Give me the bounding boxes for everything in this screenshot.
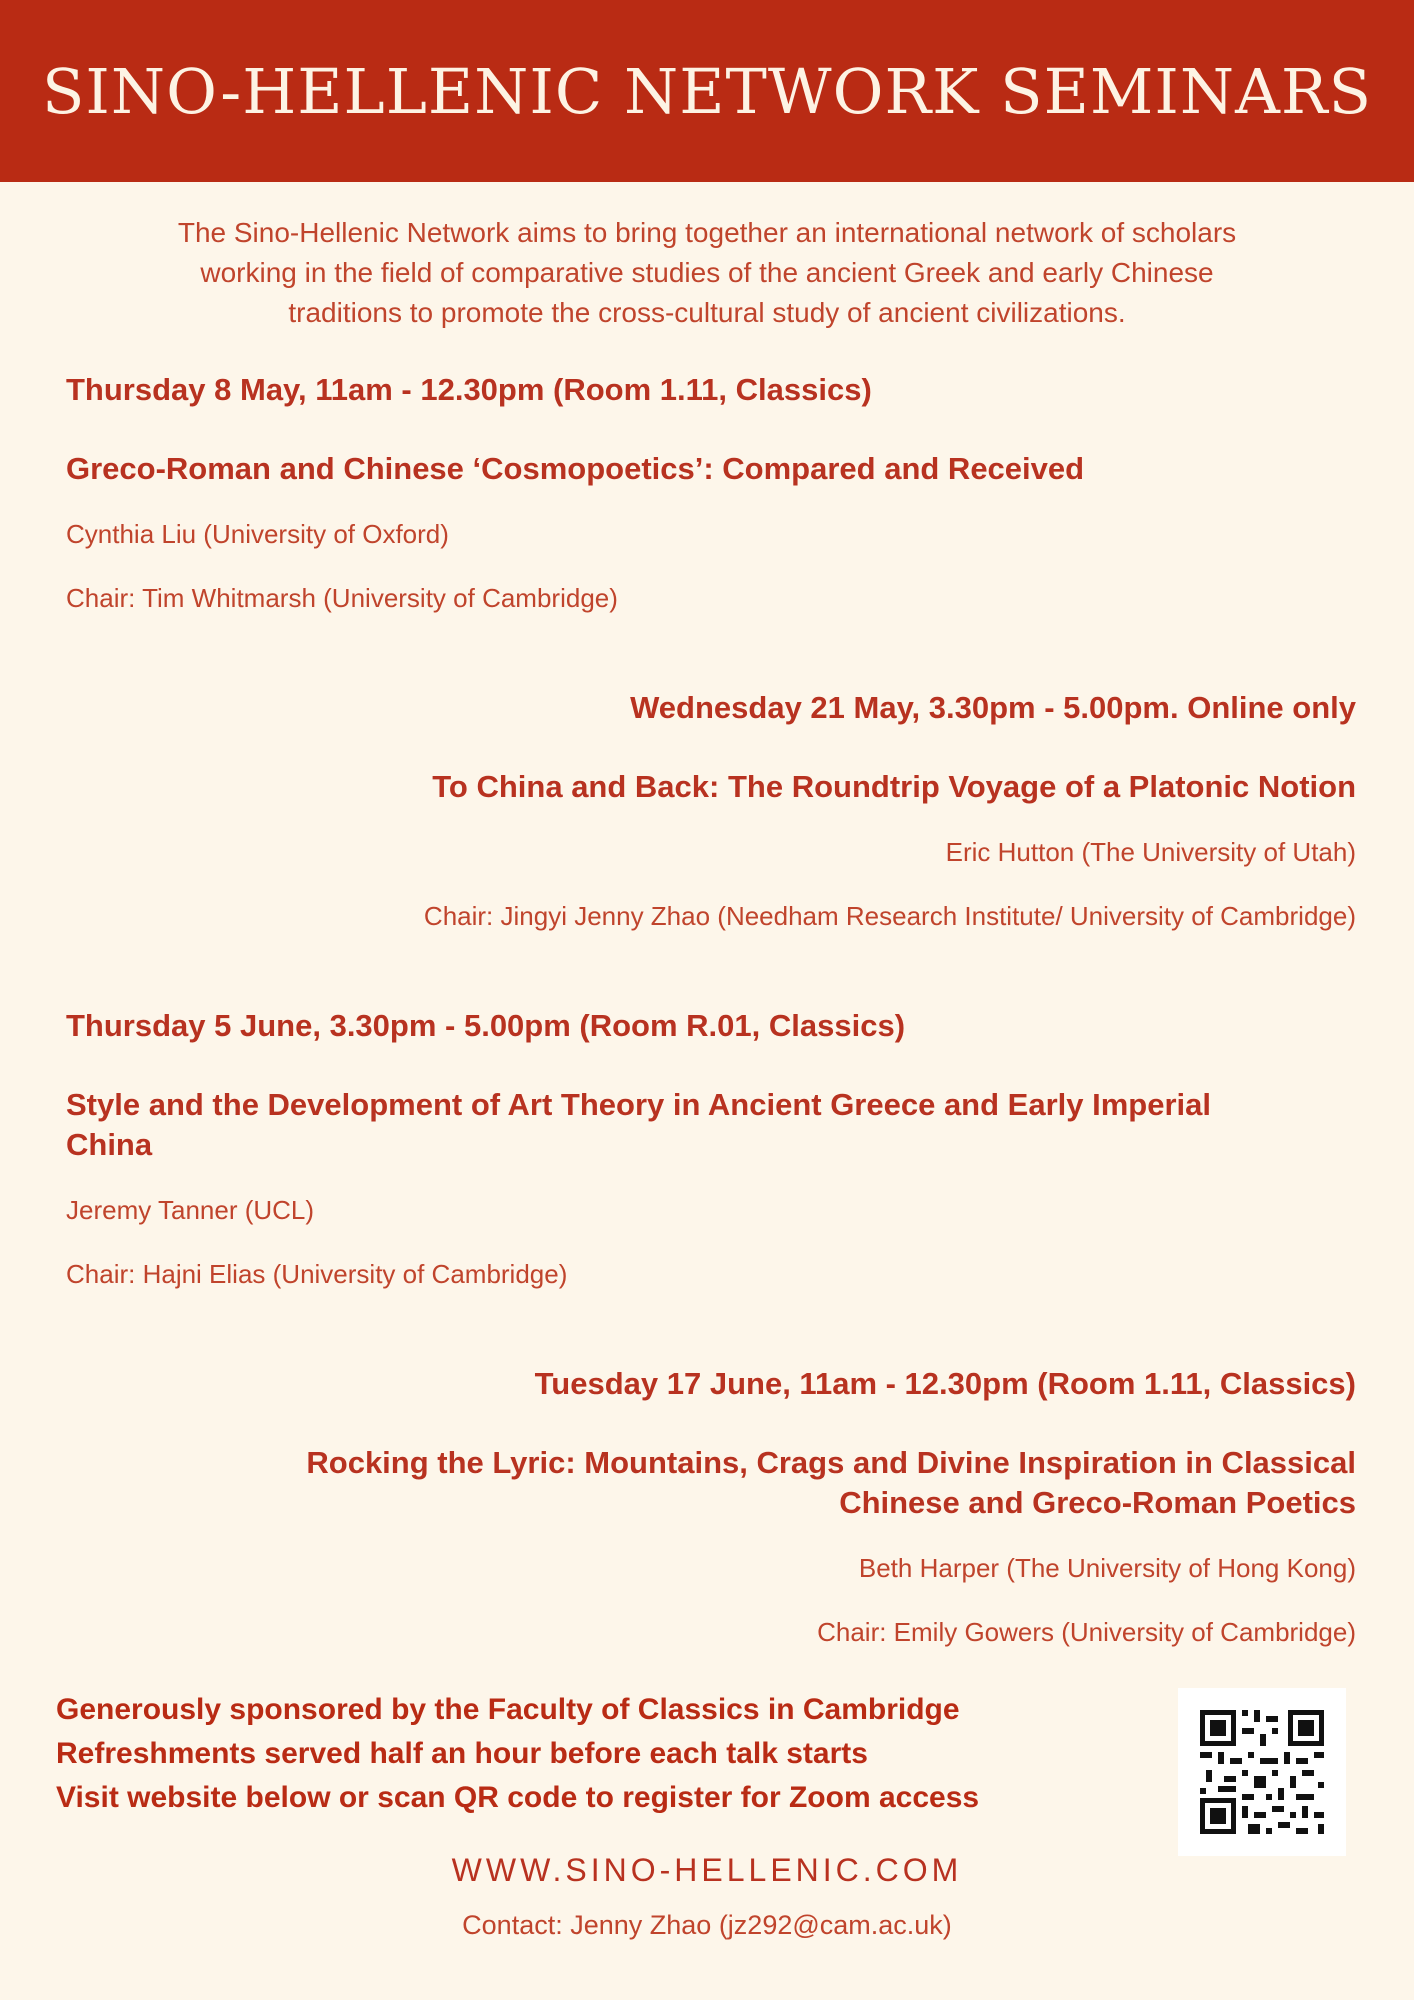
event-title: To China and Back: The Roundtrip Voyage of a Platonic Notion [432,769,1356,804]
event-date: Tuesday 17 June, 11am - 12.30pm (Room 1.11, Classics) [534,1366,1356,1401]
intro-paragraph [60,213,1354,333]
register-note: Visit website below or scan QR code to register for Zoom access [56,1781,980,1814]
event-title-line: Rocking the Lyric: Mountains, Crags and Divine Inspiration in Classical [306,1445,1356,1480]
event-title [66,1085,1356,1165]
event-speaker: Jeremy Tanner (UCL) [66,1195,315,1225]
intro-line: working in the field of comparative studies of the ancient Greek and early Chinese [200,257,1214,288]
event-title [66,1443,1356,1523]
header-banner [0,0,1414,182]
seminar-event-3 [66,1006,1356,1291]
footer-notes [56,1688,1136,1820]
seminar-event-1 [66,370,1356,615]
event-title-line: China [66,1127,153,1162]
event-speaker: Cynthia Liu (University of Oxford) [66,519,449,549]
event-chair: Chair: Jingyi Jenny Zhao (Needham Research Institute/ University of Cambridge) [423,901,1356,931]
qr-code-graphic [1178,1688,1346,1856]
event-title-line: Style and the Development of Art Theory in Ancient Greece and Early Imperial [66,1087,1212,1122]
event-chair: Chair: Hajni Elias (University of Cambridge) [66,1259,568,1289]
sponsor-note: Generously sponsored by the Faculty of Classics in Cambridge [56,1693,960,1726]
qr-code-icon[interactable] [1178,1688,1346,1856]
event-title: Greco-Roman and Chinese ‘Cosmopoetics’: Compared and Received [66,451,1085,486]
event-date: Thursday 5 June, 3.30pm - 5.00pm (Room R.01, Classics) [66,1008,906,1043]
event-date: Thursday 8 May, 11am - 12.30pm (Room 1.11, Classics) [66,372,872,407]
intro-line: The Sino-Hellenic Network aims to bring together an international network of scholars [177,217,1237,248]
event-chair: Chair: Tim Whitmarsh (University of Cambridge) [66,583,618,613]
seminar-event-2 [66,688,1356,933]
contact-info: Contact: Jenny Zhao (jz292@cam.ac.uk) [462,1910,952,1940]
intro-line: traditions to promote the cross-cultural study of ancient civilizations. [288,297,1126,328]
event-title-line: Chinese and Greco-Roman Poetics [839,1485,1356,1520]
refreshments-note: Refreshments served half an hour before each talk starts [56,1737,868,1770]
event-date: Wednesday 21 May, 3.30pm - 5.00pm. Online only [630,690,1356,725]
seminar-event-4 [66,1364,1356,1649]
website-link[interactable]: WWW.SINO-HELLENIC.COM [451,1852,963,1888]
event-speaker: Beth Harper (The University of Hong Kong) [858,1553,1356,1583]
event-chair: Chair: Emily Gowers (University of Cambridge) [817,1617,1356,1647]
event-speaker: Eric Hutton (The University of Utah) [945,837,1356,867]
page-title: SINO-HELLENIC NETWORK SEMINARS [41,54,1373,128]
